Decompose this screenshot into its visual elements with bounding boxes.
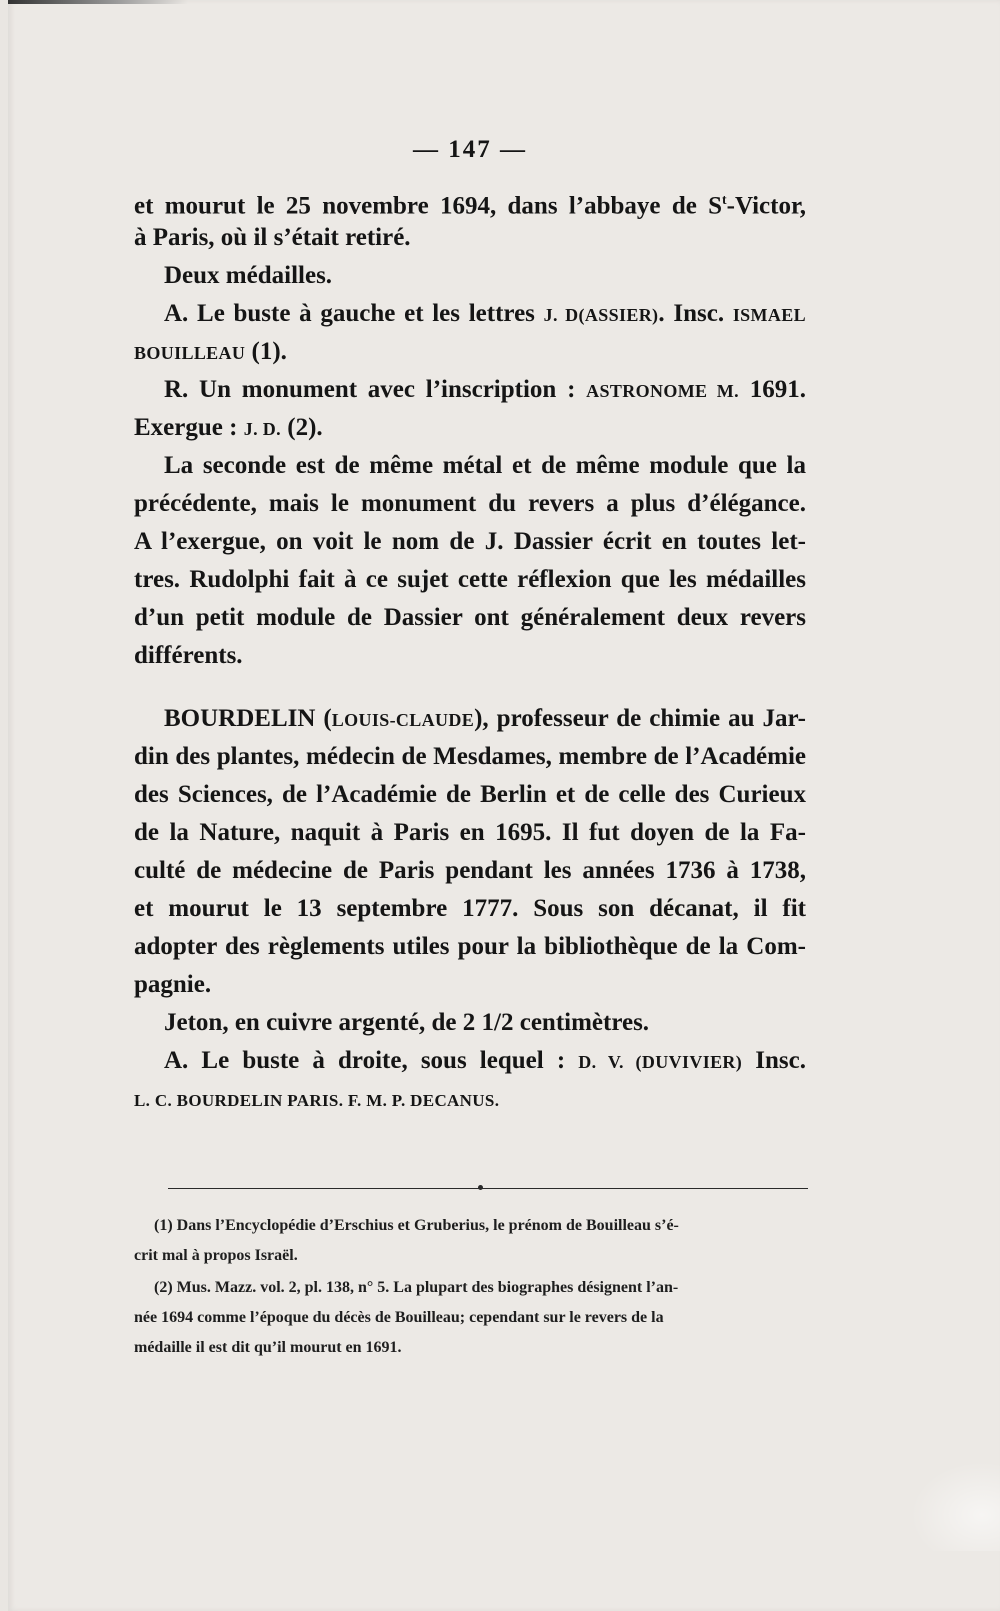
text-line: A. Le buste à droite, sous lequel : D. V. (DUVIVIER) Insc.	[164, 1047, 806, 1074]
page-edge-shadow	[8, 0, 188, 4]
text-line: BOUILLEAU (1).	[134, 338, 287, 365]
text-line: à Paris, où il s’était retiré.	[134, 224, 411, 251]
book-page	[8, 0, 1000, 1611]
text-line: précédente, mais le monument du revers a plus d’élégance.	[134, 490, 806, 517]
footnote-line: (2) Mus. Mazz. vol. 2, pl. 138, n° 5. La plupart des biographes désignent l’an-	[154, 1279, 679, 1296]
text-line: des Sciences, de l’Académie de Berlin et de celle des Curieux	[134, 781, 806, 808]
text-line: La seconde est de même métal et de même module que la	[164, 452, 806, 479]
text-line: A. Le buste à gauche et les lettres J. D(ASSIER). Insc. ISMAEL	[164, 300, 806, 327]
text-line: A l’exergue, on voit le nom de J. Dassier écrit en toutes let-	[134, 528, 806, 555]
footnote-line: médaille il est dit qu’il mourut en 1691.	[134, 1339, 402, 1356]
text-line: adopter des règlements utiles pour la bibliothèque de la Com-	[134, 933, 806, 960]
text-line: Deux médailles.	[164, 262, 333, 289]
page-number: — 147 —	[413, 136, 527, 163]
text-line: din des plantes, médecin de Mesdames, membre de l’Académie	[134, 743, 806, 770]
text-line: de la Nature, naquit à Paris en 1695. Il fut doyen de la Fa-	[134, 819, 806, 846]
text-line: R. Un monument avec l’inscription : ASTRONOME M. 1691.	[164, 376, 806, 403]
footnote-rule	[168, 1188, 808, 1189]
text-line: tres. Rudolphi fait à ce sujet cette réflexion que les médailles	[134, 566, 806, 593]
paper-stain	[910, 1461, 1000, 1551]
footnote-line: née 1694 comme l’époque du décès de Bouilleau; cependant sur le revers de la	[134, 1309, 664, 1326]
text-line: d’un petit module de Dassier ont généralement deux revers	[134, 604, 806, 631]
text-line: BOURDELIN (LOUIS-CLAUDE), professeur de chimie au Jar-	[164, 705, 806, 732]
text-line: différents.	[134, 642, 243, 669]
text-line: et mourut le 13 septembre 1777. Sous son décanat, il fit	[134, 895, 806, 922]
footnote-line: (1) Dans l’Encyclopédie d’Erschius et Gruberius, le prénom de Bouilleau s’é-	[154, 1217, 679, 1234]
text-line: et mourut le 25 novembre 1694, dans l’abbaye de $S^t$-Victor,	[134, 192, 806, 220]
text-line: pagnie.	[134, 971, 212, 998]
footnote-line: crit mal à propos Israël.	[134, 1247, 298, 1264]
text-line: Jeton, en cuivre argenté, de 2 1/2 centimètres.	[164, 1009, 650, 1036]
text-line: culté de médecine de Paris pendant les années 1736 à 1738,	[134, 857, 806, 884]
text-line: Exergue : J. D. (2).	[134, 414, 323, 441]
text-line: L. C. BOURDELIN PARIS. F. M. P. DECANUS.	[134, 1091, 500, 1110]
footnote-rule-mark	[478, 1185, 483, 1190]
